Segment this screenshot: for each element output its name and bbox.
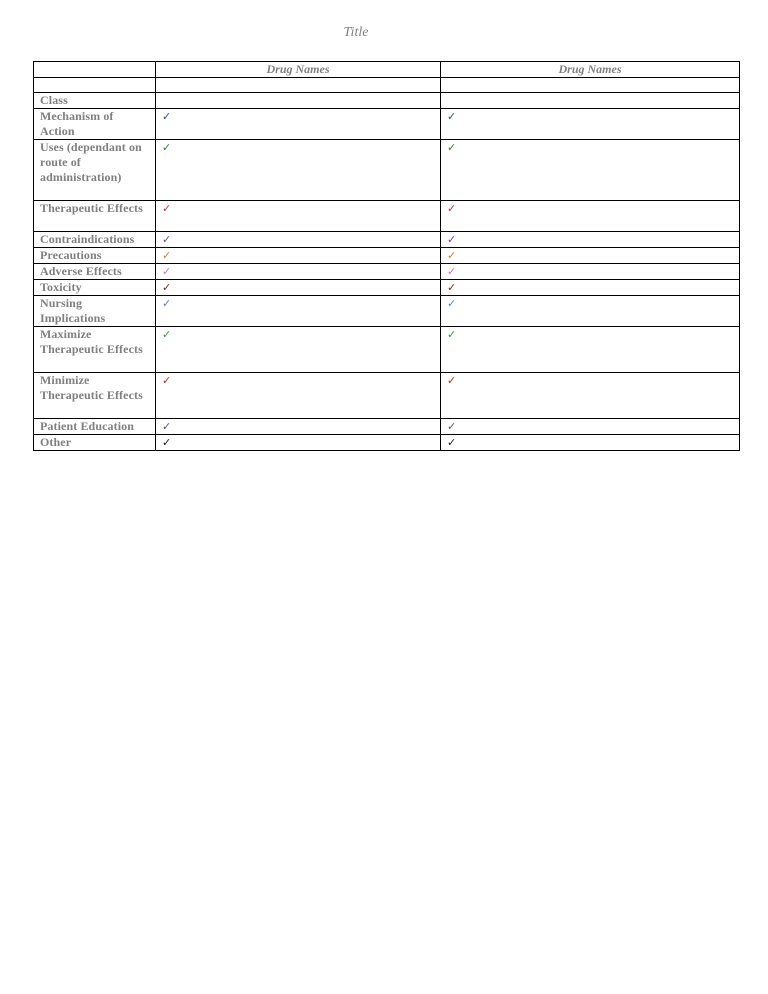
row-label-mechanism-of-action: Mechanism of Action [34, 109, 156, 140]
check-icon: ✓ [447, 249, 457, 262]
table-row [34, 296, 740, 327]
check-icon: ✓ [162, 249, 172, 262]
blank-cell[interactable] [156, 78, 441, 93]
row-label-adverse-effects: Adverse Effects [34, 264, 156, 280]
table-row [34, 248, 740, 264]
drug-1-cell[interactable] [156, 327, 441, 373]
drug-2-cell[interactable] [441, 264, 740, 280]
row-label-precautions: Precautions [34, 248, 156, 264]
check-icon: ✓ [447, 202, 457, 215]
header-drug-names-2[interactable]: Drug Names [441, 62, 740, 78]
check-icon: ✓ [447, 420, 457, 433]
row-label-patient-education: Patient Education [34, 419, 156, 435]
row-label-other: Other [34, 435, 156, 451]
table-row [34, 93, 740, 109]
check-icon: ✓ [447, 281, 457, 294]
row-label-contraindications: Contraindications [34, 232, 156, 248]
blank-cell[interactable] [34, 78, 156, 93]
blank-cell[interactable] [441, 78, 740, 93]
drug-1-cell[interactable] [156, 93, 441, 109]
header-cell-empty [34, 62, 156, 78]
page-title: Title [343, 25, 369, 40]
check-icon: ✓ [162, 281, 172, 294]
table-row [34, 201, 740, 232]
table-row [34, 232, 740, 248]
check-icon: ✓ [447, 374, 457, 387]
row-label-uses: Uses (dependant on route of administration) [34, 140, 156, 201]
check-icon: ✓ [162, 202, 172, 215]
check-icon: ✓ [447, 233, 457, 246]
drug-2-cell[interactable] [441, 296, 740, 327]
drug-1-cell[interactable] [156, 201, 441, 232]
table-row [34, 327, 740, 373]
check-icon: ✓ [162, 328, 172, 341]
drug-1-cell[interactable] [156, 435, 441, 451]
drug-1-cell[interactable] [156, 419, 441, 435]
check-icon: ✓ [162, 420, 172, 433]
check-icon: ✓ [447, 436, 457, 449]
drug-2-cell[interactable] [441, 419, 740, 435]
drug-1-cell[interactable] [156, 296, 441, 327]
table-row [34, 140, 740, 201]
row-label-toxicity: Toxicity [34, 280, 156, 296]
drug-1-cell[interactable] [156, 140, 441, 201]
drug-2-cell[interactable] [441, 435, 740, 451]
table-row [34, 109, 740, 140]
check-icon: ✓ [162, 297, 172, 310]
check-icon: ✓ [162, 265, 172, 278]
drug-2-cell[interactable] [441, 248, 740, 264]
header-drug-names-1[interactable]: Drug Names [156, 62, 441, 78]
check-icon: ✓ [162, 374, 172, 387]
drug-2-cell[interactable] [441, 280, 740, 296]
check-icon: ✓ [447, 110, 457, 123]
table-row [34, 280, 740, 296]
table-row [34, 419, 740, 435]
drug-2-cell[interactable] [441, 232, 740, 248]
drug-comparison-table [33, 61, 740, 451]
check-icon: ✓ [162, 233, 172, 246]
drug-2-cell[interactable] [441, 140, 740, 201]
table-row [34, 373, 740, 419]
drug-1-cell[interactable] [156, 264, 441, 280]
drug-2-cell[interactable] [441, 327, 740, 373]
drug-1-cell[interactable] [156, 232, 441, 248]
drug-1-cell[interactable] [156, 109, 441, 140]
check-icon: ✓ [162, 436, 172, 449]
drug-2-cell[interactable] [441, 373, 740, 419]
row-label-nursing-implications: Nursing Implications [34, 296, 156, 327]
check-icon: ✓ [162, 110, 172, 123]
check-icon: ✓ [447, 328, 457, 341]
check-icon: ✓ [447, 297, 457, 310]
row-label-minimize-therapeutic-effects: Minimize Therapeutic Effects [34, 373, 156, 419]
row-label-class: Class [34, 93, 156, 109]
drug-1-cell[interactable] [156, 248, 441, 264]
table-row [34, 435, 740, 451]
table-row [34, 264, 740, 280]
drug-1-cell[interactable] [156, 373, 441, 419]
check-icon: ✓ [162, 141, 172, 154]
drug-2-cell[interactable] [441, 201, 740, 232]
table-header-row [34, 62, 740, 78]
drug-2-cell[interactable] [441, 93, 740, 109]
blank-row [34, 78, 740, 93]
row-label-therapeutic-effects: Therapeutic Effects [34, 201, 156, 232]
drug-1-cell[interactable] [156, 280, 441, 296]
row-label-maximize-therapeutic-effects: Maximize Therapeutic Effects [34, 327, 156, 373]
check-icon: ✓ [447, 141, 457, 154]
check-icon: ✓ [447, 265, 457, 278]
drug-2-cell[interactable] [441, 109, 740, 140]
